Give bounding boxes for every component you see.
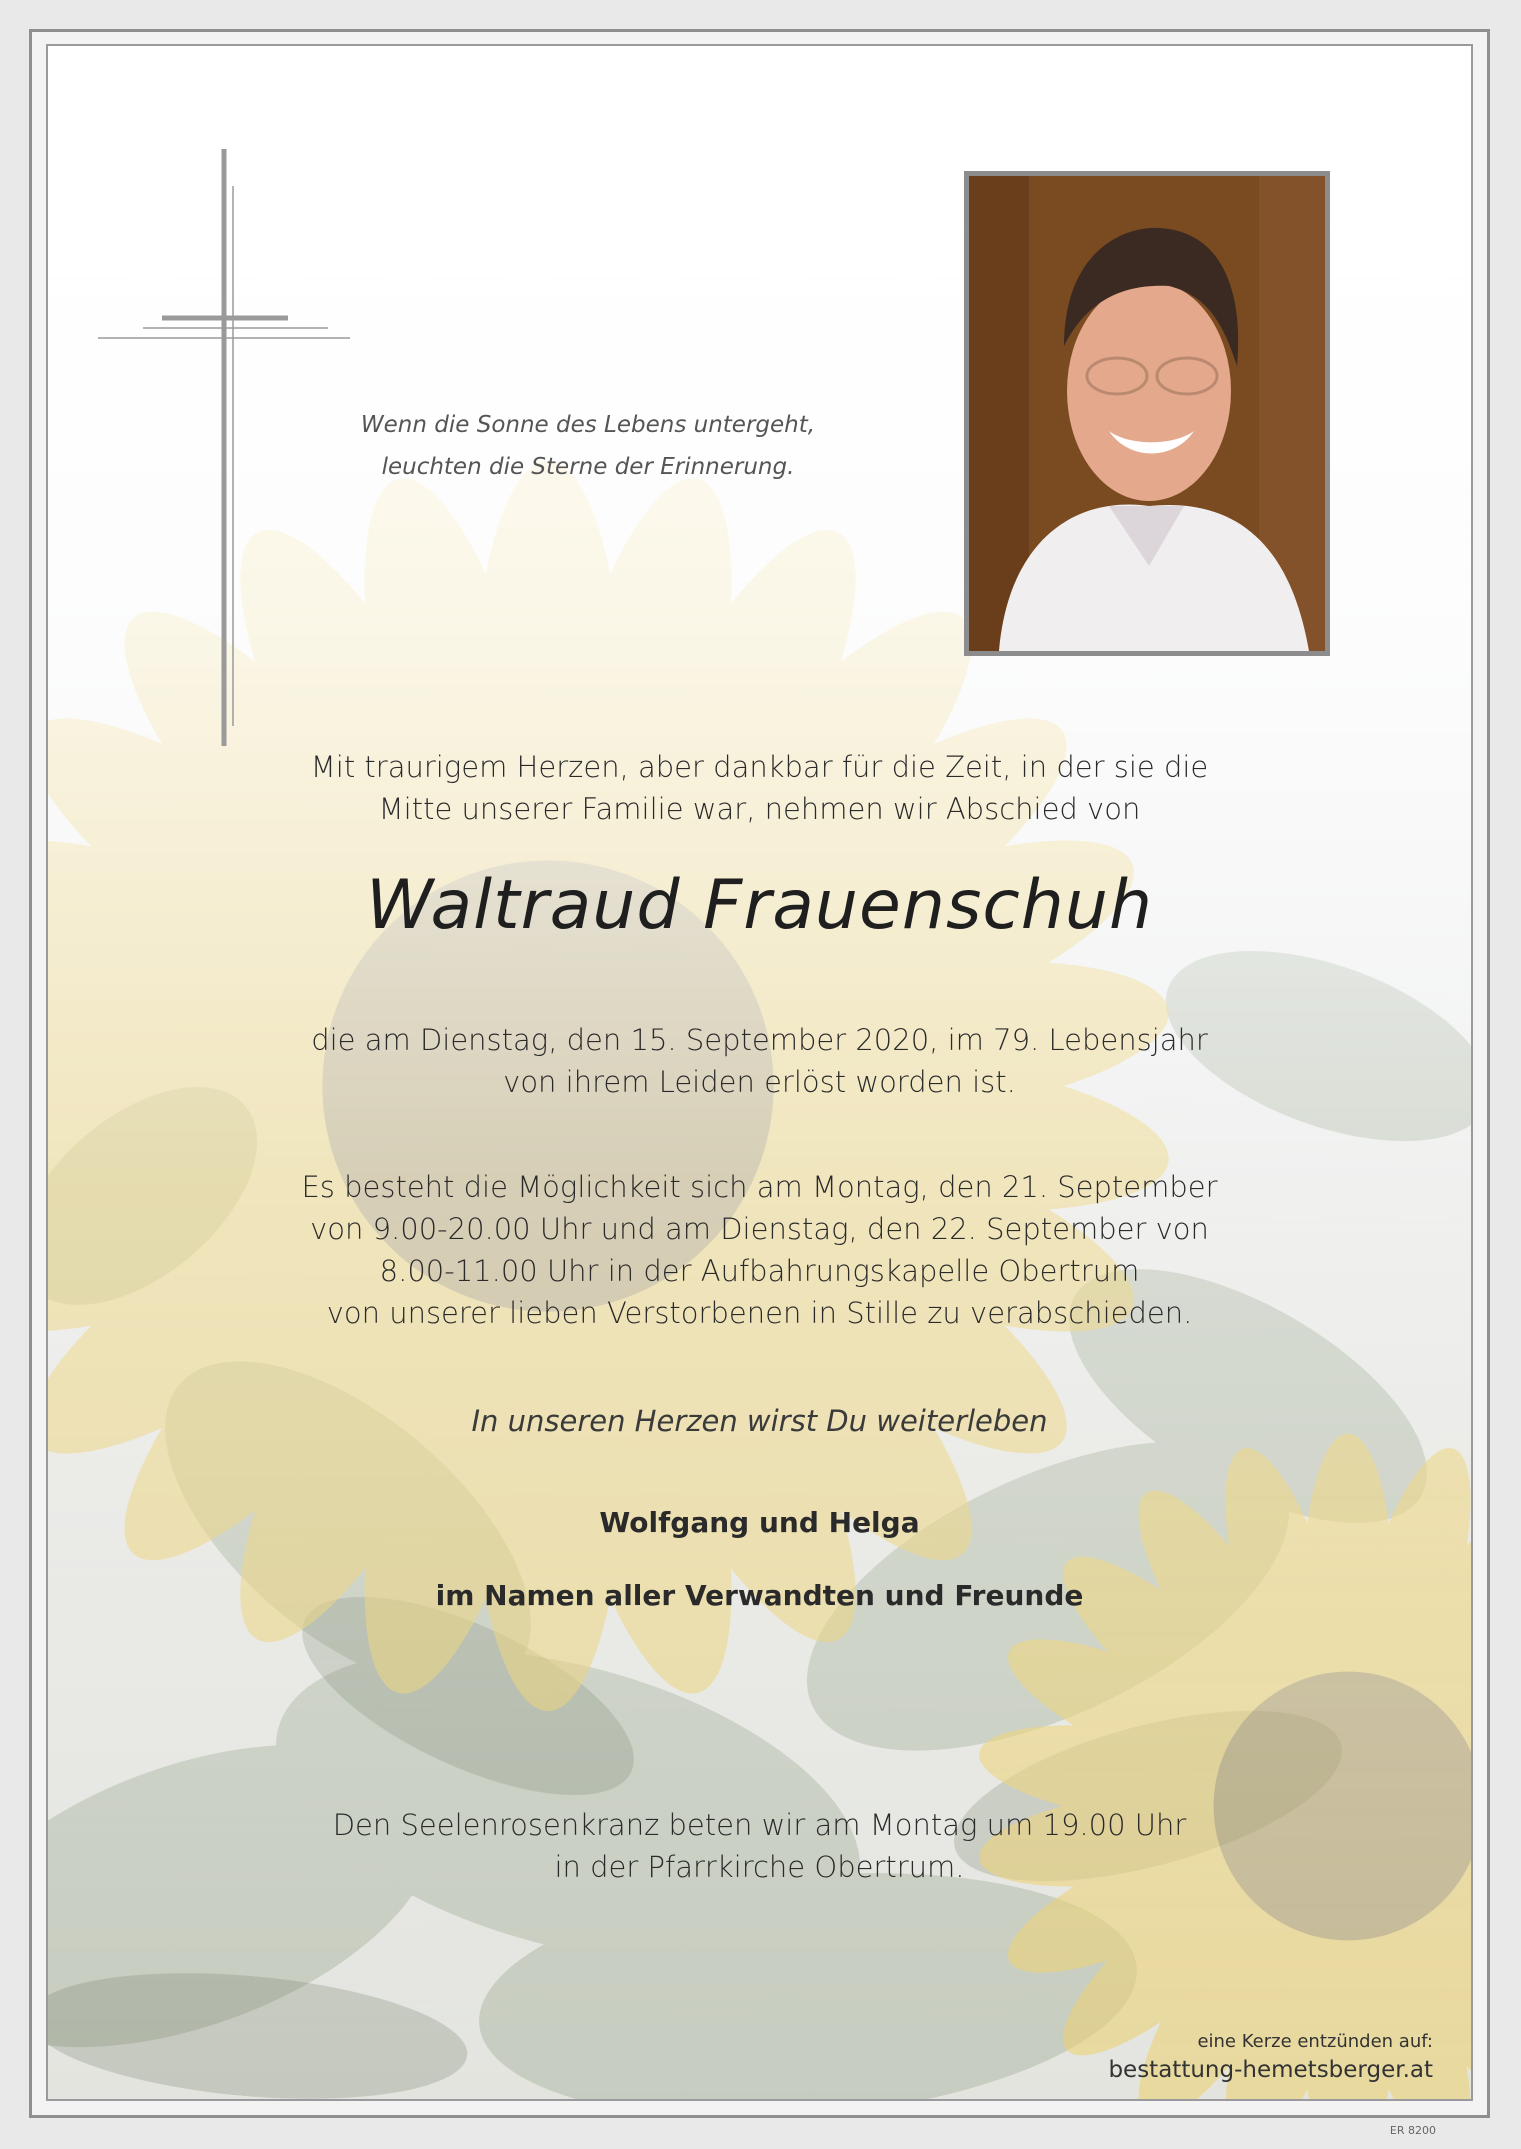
candle-website-link[interactable]: bestattung-hemetsberger.at	[1108, 2057, 1433, 2083]
intro-text	[48, 746, 1471, 830]
death-line: von ihrem Leiden erlöst worden ist.	[503, 1065, 1016, 1099]
intro-line: Mit traurigem Herzen, aber dankbar für die Zeit, in der sie die	[310, 750, 1209, 784]
viewing-line: 8.00-11.00 Uhr in der Aufbahrungskapelle Obertrum	[379, 1254, 1140, 1288]
rosary-line: Den Seelenrosenkranz beten wir am Montag um 19.00 Uhr	[332, 1808, 1187, 1842]
quote-line: leuchten die Sterne der Erinnerung.	[381, 454, 795, 480]
portrait-image	[969, 176, 1325, 651]
candle-label: eine Kerze entzünden auf:	[1197, 2031, 1433, 2052]
viewing-line: von 9.00-20.00 Uhr und am Dienstag, den 22. September von	[310, 1212, 1209, 1246]
intro-line: Mitte unserer Familie war, nehmen wir Abschied von	[378, 792, 1141, 826]
rosary-info	[48, 1804, 1471, 1888]
candle-link-block	[1108, 2031, 1433, 2087]
relatives-line: im Namen aller Verwandten und Freunde	[435, 1579, 1084, 1612]
viewing-line: von unserer lieben Verstorbenen in Stille zu verabschieden.	[326, 1296, 1193, 1330]
template-code: ER 8200	[1389, 2124, 1436, 2137]
rosary-line: in der Pfarrkirche Obertrum.	[554, 1850, 965, 1884]
family-names: Wolfgang und Helga	[599, 1506, 920, 1539]
viewing-line: Es besteht die Möglichkeit sich am Montag, den 21. September	[301, 1170, 1218, 1204]
obituary-card	[46, 44, 1473, 2101]
death-line: die am Dienstag, den 15. September 2020, im 79. Lebensjahr	[311, 1023, 1208, 1057]
memorial-quote	[328, 404, 848, 488]
memorial-motto: In unseren Herzen wirst Du weiterleben	[471, 1404, 1048, 1438]
death-notice	[48, 1019, 1471, 1103]
viewing-info	[48, 1166, 1471, 1334]
deceased-name: Waltraud Frauenschuh	[365, 866, 1154, 945]
quote-line: Wenn die Sonne des Lebens untergeht,	[360, 412, 816, 438]
portrait-photo	[964, 171, 1330, 656]
